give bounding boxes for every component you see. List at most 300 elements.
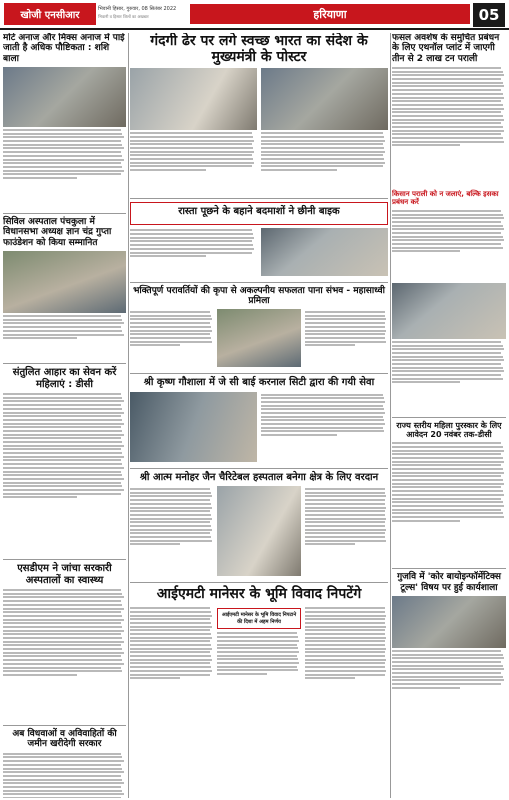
text-line: [392, 472, 504, 474]
text-line: [130, 503, 211, 505]
text-line: [392, 367, 503, 369]
text-line: [392, 505, 504, 507]
text-line: [305, 322, 385, 324]
text-line: [3, 593, 122, 595]
text-line: [261, 162, 385, 164]
text-line: [392, 453, 501, 455]
text-line: [3, 604, 122, 606]
text-line: [130, 341, 212, 343]
text-line: [392, 97, 504, 99]
story-photo: [261, 68, 388, 130]
text-line: [392, 74, 504, 76]
text-line: [392, 221, 501, 223]
lead-headline: गंदगी ढेर पर लगे स्वच्छ भारत का संदेश के मुख्यमंत्री के पोस्टर: [150, 33, 368, 66]
story-headline: आईएमटी मानेसर के भूमि विवाद निपटेंगे: [156, 586, 362, 603]
text-line: [130, 670, 212, 672]
text-line: [305, 341, 387, 343]
text-line: [3, 452, 122, 454]
story-photo: [130, 68, 257, 130]
text-line: [305, 615, 387, 617]
text-line: [3, 775, 121, 777]
text-line: [3, 760, 124, 762]
text-line: [261, 158, 384, 160]
text-line: [392, 210, 501, 212]
text-line: [392, 512, 503, 514]
text-line: [392, 232, 501, 234]
story-body: [130, 309, 213, 367]
text-line: [3, 797, 121, 798]
text-line: [392, 494, 504, 496]
text-line: [392, 516, 504, 518]
text-line: [217, 640, 299, 642]
text-line: [305, 651, 385, 653]
text-line: [305, 507, 387, 509]
text-line: [3, 136, 124, 138]
text-line: [3, 474, 122, 476]
text-line: [305, 655, 386, 657]
text-line: [392, 381, 460, 383]
text-line: [130, 626, 212, 628]
text-line: [3, 771, 124, 773]
text-line: [305, 514, 386, 516]
text-line: [261, 405, 383, 407]
text-line: [305, 488, 385, 490]
text-line: [217, 673, 267, 675]
text-line: [130, 143, 252, 145]
story-headline: श्री कृष्ण गौशाला में जे सी बाई करनाल सिटी द्वारा की गयी सेवा: [143, 377, 375, 389]
text-line: [392, 352, 501, 354]
story-body: [3, 129, 126, 207]
text-line: [305, 618, 385, 620]
text-line: [392, 144, 460, 146]
text-line: [3, 430, 122, 432]
text-line: [261, 143, 383, 145]
highlight-note: किसान पराली को न जलाएं, बल्कि इसका प्रबंधन करें: [392, 190, 499, 207]
text-line: [130, 536, 211, 538]
text-line: [3, 133, 122, 135]
left-column: [3, 33, 126, 798]
story-cm-posters: [130, 33, 388, 199]
text-line: [392, 82, 503, 84]
text-line: [217, 632, 297, 634]
text-line: [130, 615, 212, 617]
text-line: [392, 370, 504, 372]
story-body: [392, 341, 506, 411]
text-line: [305, 536, 386, 538]
text-line: [130, 677, 180, 679]
text-line: [130, 322, 210, 324]
story-imt-manesar: [130, 586, 388, 719]
story-body: [305, 309, 388, 367]
story-body: [130, 486, 213, 576]
text-line: [130, 330, 212, 332]
text-line: [392, 486, 501, 488]
story-millet-nutrition: [3, 33, 126, 214]
text-line: [392, 217, 504, 219]
text-line: [392, 661, 501, 663]
story-balanced-diet: [3, 367, 126, 560]
text-line: [392, 679, 504, 681]
story-body: [392, 210, 506, 280]
text-line: [130, 154, 252, 156]
text-line: [3, 322, 124, 324]
text-line: [130, 162, 254, 164]
text-line: [3, 423, 124, 425]
text-line: [130, 229, 252, 231]
text-line: [392, 676, 503, 678]
text-line: [392, 247, 503, 249]
story-headline: मोटे अनाज और मिक्स अनाज में पाई जाती है अधिक पौष्टिकता : शशि बाला: [3, 33, 125, 64]
text-line: [3, 790, 122, 792]
text-line: [305, 503, 386, 505]
text-line: [130, 662, 210, 664]
text-line: [3, 151, 121, 153]
text-line: [3, 415, 121, 417]
text-line: [130, 248, 254, 250]
text-line: [392, 137, 503, 139]
text-line: [392, 85, 504, 87]
text-line: [130, 648, 212, 650]
text-line: [130, 510, 210, 512]
story-headline: एसडीएम ने जांचा सरकारी अस्पतालों का स्वास्थ्य: [17, 563, 112, 586]
story-photo: [217, 486, 300, 576]
right-column: [392, 33, 506, 798]
text-line: [305, 330, 387, 332]
text-line: [392, 93, 503, 95]
text-line: [392, 442, 501, 444]
text-line: [3, 793, 124, 795]
text-line: [3, 397, 122, 399]
text-line: [392, 130, 504, 132]
text-line: [392, 363, 501, 365]
text-line: [392, 490, 503, 492]
text-line: [392, 67, 501, 69]
text-line: [305, 333, 385, 335]
text-line: [3, 637, 122, 639]
story-jain-hospital: [130, 472, 388, 584]
text-line: [305, 662, 385, 664]
story-body: [392, 67, 506, 187]
text-line: [305, 633, 386, 635]
text-line: [3, 596, 124, 598]
text-line: [3, 615, 122, 617]
text-line: [3, 441, 122, 443]
text-line: [392, 122, 501, 124]
text-line: [392, 668, 504, 670]
text-line: [305, 640, 385, 642]
story-body: [261, 132, 388, 192]
text-line: [305, 540, 387, 542]
text-line: [305, 311, 385, 313]
text-line: [3, 437, 121, 439]
text-line: [217, 662, 299, 664]
text-line: [3, 471, 121, 473]
text-line: [261, 136, 384, 138]
text-line: [130, 132, 252, 134]
text-line: [130, 158, 253, 160]
text-line: [130, 140, 254, 142]
text-line: [305, 644, 386, 646]
text-line: [3, 786, 121, 788]
text-line: [3, 600, 121, 602]
text-line: [130, 495, 212, 497]
text-line: [130, 640, 210, 642]
text-line: [305, 666, 386, 668]
text-line: [3, 667, 121, 669]
story-photo: [3, 251, 126, 313]
text-line: [3, 334, 124, 336]
text-line: [130, 244, 253, 246]
story-body: [130, 605, 213, 713]
text-line: [261, 151, 385, 153]
text-line: [392, 345, 503, 347]
text-line: [3, 648, 122, 650]
text-line: [392, 78, 501, 80]
text-line: [3, 162, 121, 164]
text-line: [392, 356, 503, 358]
text-line: [261, 412, 385, 414]
text-line: [3, 630, 124, 632]
story-body: [217, 632, 300, 702]
text-line: [130, 488, 210, 490]
story-gjuv-workshop: [392, 572, 506, 716]
text-line: [305, 318, 387, 320]
text-line: [3, 326, 121, 328]
text-line: [3, 448, 121, 450]
text-line: [130, 255, 206, 257]
story-headline: संतुलित आहार का सेवन करें महिलाएं : डीसी: [12, 367, 117, 390]
story-headline: रास्ता पूछने के बहाने बदमाशों ने छीनी बाइक: [178, 206, 340, 218]
story-body: [3, 753, 126, 798]
text-line: [3, 779, 122, 781]
text-line: [261, 154, 383, 156]
text-line: [130, 507, 212, 509]
story-sadhvi-pramila: [130, 286, 388, 375]
text-line: [392, 378, 503, 380]
text-line: [261, 147, 384, 149]
text-line: [3, 177, 77, 179]
text-line: [217, 647, 298, 649]
text-line: [217, 636, 298, 638]
text-line: [3, 140, 121, 142]
text-line: [3, 434, 124, 436]
text-line: [3, 753, 121, 755]
text-line: [130, 318, 212, 320]
text-line: [217, 651, 299, 653]
text-line: [217, 644, 297, 646]
text-line: [392, 461, 504, 463]
text-line: [305, 622, 386, 624]
story-photo: [130, 392, 257, 462]
masthead-tagline: भिवानी व हिसार जिलों का अखबार: [98, 14, 149, 19]
text-line: [130, 337, 211, 339]
text-line: [392, 239, 504, 241]
story-stubble-ethanol: [392, 33, 506, 418]
text-line: [130, 237, 254, 239]
story-civil-hospital: [3, 217, 126, 364]
text-line: [3, 611, 121, 613]
text-line: [130, 333, 210, 335]
text-line: [3, 622, 121, 624]
text-line: [3, 129, 121, 131]
text-line: [261, 397, 384, 399]
text-line: [392, 243, 501, 245]
text-line: [130, 611, 211, 613]
text-line: [392, 108, 504, 110]
story-body: [261, 392, 388, 462]
text-line: [130, 644, 211, 646]
text-line: [392, 225, 503, 227]
text-line: [261, 430, 384, 432]
text-line: [217, 658, 298, 660]
text-line: [130, 233, 253, 235]
text-line: [305, 518, 387, 520]
headline-box: [130, 202, 388, 225]
text-line: [305, 326, 386, 328]
text-line: [392, 341, 501, 343]
text-line: [392, 115, 503, 117]
text-line: [3, 426, 121, 428]
text-line: [392, 479, 503, 481]
middle-column: [130, 33, 388, 798]
text-line: [3, 652, 124, 654]
text-line: [130, 514, 211, 516]
text-line: [3, 619, 124, 621]
page-number: 05: [473, 3, 505, 27]
text-line: [305, 629, 385, 631]
text-line: [392, 468, 503, 470]
text-line: [130, 666, 211, 668]
text-line: [3, 456, 124, 458]
text-line: [3, 404, 121, 406]
issue-date: भिवानी हिसार, गुरुवार, 08 सितंबर 2022: [98, 6, 177, 12]
text-line: [3, 445, 124, 447]
newspaper-logo: खोजी एनसीआर: [4, 3, 96, 25]
story-sdm-hospitals: [3, 563, 126, 726]
text-line: [392, 228, 504, 230]
pull-quote: आईएमटी मानेसर के भूमि विवाद निपटाने की दिशा में अहम निर्णय: [217, 608, 300, 629]
section-title: हरियाणा: [190, 4, 470, 24]
text-line: [130, 659, 212, 661]
text-line: [261, 419, 384, 421]
text-line: [3, 319, 122, 321]
text-line: [261, 408, 384, 410]
text-line: [392, 89, 501, 91]
text-line: [130, 618, 210, 620]
text-line: [3, 478, 124, 480]
text-line: [130, 136, 253, 138]
story-body: [3, 315, 126, 357]
story-body: [305, 486, 388, 576]
text-line: [130, 147, 253, 149]
text-line: [3, 485, 122, 487]
text-line: [3, 412, 124, 414]
text-line: [305, 521, 385, 523]
text-line: [3, 674, 77, 676]
story-headline: श्री आत्म मनोहर जैन चैरिटेबल हस्पताल बनेगा क्षेत्र के लिए वरदान: [139, 471, 379, 483]
text-line: [3, 173, 121, 175]
text-line: [392, 119, 504, 121]
story-headline: गुजवि में 'कोर बायोइन्फॉर्मेटिक्स टूल्स' विषय पर हुई कार्यशाला: [397, 572, 501, 593]
text-line: [130, 151, 254, 153]
text-line: [3, 670, 122, 672]
text-line: [392, 520, 460, 522]
story-photo: [261, 228, 388, 276]
text-line: [261, 416, 383, 418]
text-line: [392, 104, 503, 106]
text-line: [130, 540, 212, 542]
story-photo: [3, 67, 126, 127]
text-line: [3, 337, 77, 339]
text-line: [392, 457, 503, 459]
column-divider: [390, 33, 391, 798]
text-line: [261, 427, 383, 429]
story-photo: [392, 283, 506, 339]
text-line: [3, 166, 122, 168]
text-line: [305, 607, 385, 609]
text-line: [3, 663, 124, 665]
text-line: [130, 525, 211, 527]
text-line: [392, 71, 503, 73]
text-line: [261, 434, 337, 436]
text-line: [130, 622, 211, 624]
text-line: [392, 665, 503, 667]
text-line: [305, 495, 387, 497]
text-line: [130, 492, 211, 494]
text-line: [3, 493, 121, 495]
text-line: [3, 400, 124, 402]
text-line: [392, 126, 503, 128]
story-headline: अब विधवाओं व अविवाहितों की जमीन खरीदेगी सरकार: [12, 729, 117, 750]
text-line: [3, 144, 122, 146]
text-line: [261, 401, 385, 403]
text-line: [392, 250, 460, 252]
text-line: [130, 326, 211, 328]
text-line: [392, 111, 501, 113]
text-line: [130, 629, 210, 631]
text-line: [305, 637, 387, 639]
text-line: [130, 637, 212, 639]
text-line: [130, 532, 210, 534]
text-line: [3, 393, 121, 395]
text-line: [130, 633, 211, 635]
text-line: [305, 611, 386, 613]
story-bike-snatching: [130, 202, 388, 283]
text-line: [392, 374, 501, 376]
story-body: [305, 605, 388, 713]
text-line: [3, 782, 124, 784]
column-divider: [128, 33, 129, 798]
text-line: [130, 240, 252, 242]
text-line: [130, 169, 206, 171]
text-line: [305, 659, 387, 661]
text-line: [305, 532, 385, 534]
text-line: [217, 666, 297, 668]
text-line: [3, 459, 121, 461]
text-line: [392, 483, 504, 485]
text-line: [305, 499, 385, 501]
story-body: [392, 442, 506, 562]
text-line: [3, 659, 122, 661]
story-body: [3, 589, 126, 719]
text-line: [3, 641, 124, 643]
text-line: [130, 655, 211, 657]
story-headline: भक्तिपूर्ण परावर्तियों की कृपा से अकल्पनीय सफलता पाना संभव - महासाध्वी प्रमिला: [133, 285, 385, 307]
text-line: [3, 463, 122, 465]
text-line: [130, 252, 252, 254]
text-line: [3, 589, 121, 591]
text-line: [3, 147, 124, 149]
